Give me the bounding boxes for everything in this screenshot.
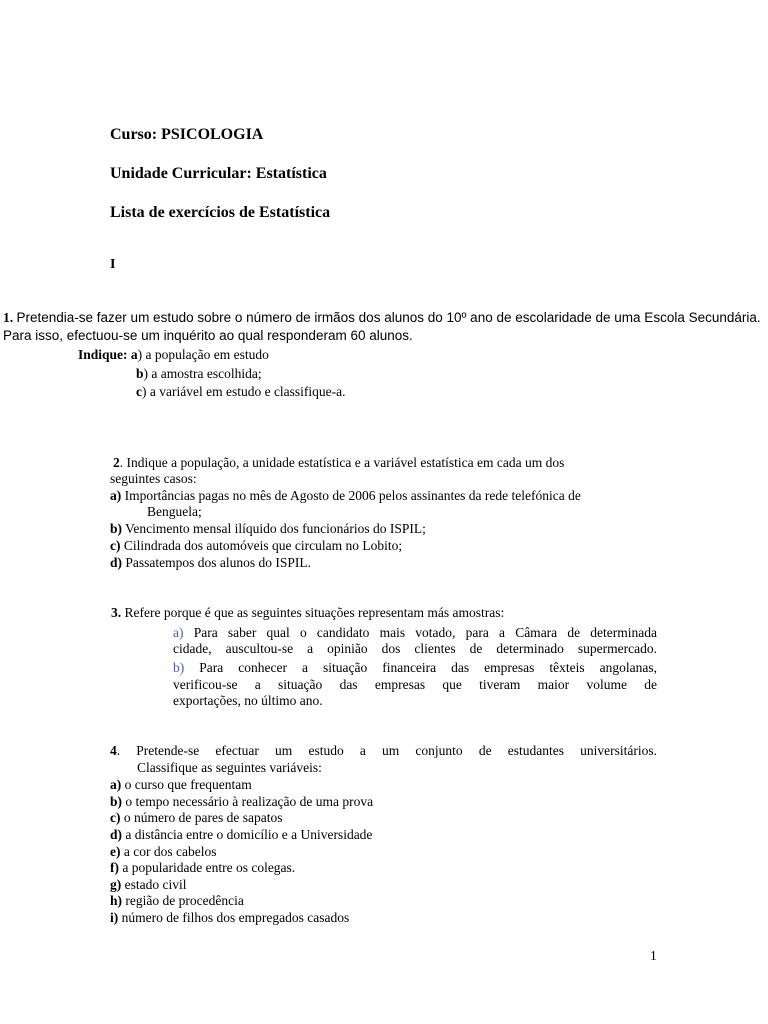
question-4-item-d xyxy=(110,827,372,844)
item-label: g) xyxy=(110,877,122,892)
course-title: Curso: PSICOLOGIA xyxy=(110,126,264,143)
question-4-item-h xyxy=(110,893,244,910)
question-1-item-c xyxy=(136,384,346,401)
item-text: Para conhecer a situação financeira das empresas têxteis angolanas, xyxy=(199,660,657,675)
item-label: i) xyxy=(110,910,119,925)
question-4-item-f xyxy=(110,860,295,877)
item-label: c) xyxy=(110,810,121,825)
item-text: a cor dos cabelos xyxy=(123,844,217,859)
item-text: Passatempos dos alunos do ISPIL. xyxy=(125,555,312,570)
item-text: o tempo necessário à realização de uma prova xyxy=(125,794,374,809)
item-label: e) xyxy=(110,844,121,859)
question-4-item-g xyxy=(110,877,186,894)
item-text: a distância entre o domicílio e a Universidade xyxy=(125,827,373,842)
question-2-item-d xyxy=(110,555,311,572)
question-4-intro-1 xyxy=(110,743,657,760)
indique-label: Indique: xyxy=(78,347,128,362)
question-2-item-b xyxy=(110,521,426,538)
question-1-line-2: Para isso, efectuou-se um inquérito ao qual responderam 60 alunos. xyxy=(3,328,413,343)
item-text: Vencimento mensal ilíquido dos funcionários do ISPIL; xyxy=(125,521,426,536)
question-2-item-c xyxy=(110,538,402,555)
unit-title: Unidade Curricular: Estatística xyxy=(110,165,327,182)
question-4-intro-2: Classifique as seguintes variáveis: xyxy=(137,760,322,775)
question-3-item-b-line-2: verificou-se a situação das empresas que tiveram maior volume de xyxy=(173,677,657,692)
item-text: ) a variável em estudo e classifique-a. xyxy=(142,384,346,399)
item-text: estado civil xyxy=(124,877,187,892)
item-label: a) xyxy=(110,488,122,503)
item-label: h) xyxy=(110,893,123,908)
item-text: a popularidade entre os colegas. xyxy=(122,860,296,875)
list-title: Lista de exercícios de Estatística xyxy=(110,204,331,221)
question-4-number: 4 xyxy=(110,743,117,758)
item-label: c xyxy=(136,384,142,399)
question-4-item-e xyxy=(110,844,216,861)
question-1-item-b xyxy=(136,366,262,383)
section-heading: I xyxy=(110,257,116,272)
question-4-item-a xyxy=(110,777,252,794)
question-2-item-a xyxy=(110,488,581,505)
item-text: região de procedência xyxy=(125,893,244,908)
item-label: b) xyxy=(110,521,123,536)
item-text: o número de pares de sapatos xyxy=(123,810,283,825)
item-text: número de filhos dos empregados casados xyxy=(121,910,350,925)
question-1-number: 1. xyxy=(3,310,14,325)
question-2-text-1: . Indique a população, a unidade estatística e a variável estatística em cada um dos xyxy=(119,455,565,470)
question-3-item-b-line-1 xyxy=(173,660,657,677)
item-label: b) xyxy=(173,660,185,675)
item-label: a) xyxy=(173,625,184,640)
item-label: d) xyxy=(110,827,123,842)
question-2-intro-2: seguintes casos: xyxy=(110,471,197,486)
item-text: Para saber qual o candidato mais votado, para a Câmara de determinada xyxy=(193,625,658,640)
question-2-item-a-continued: Benguela; xyxy=(147,504,202,519)
question-3-text: Refere porque é que as seguintes situações representam más amostras: xyxy=(124,605,505,620)
question-1-line-1 xyxy=(3,310,761,327)
item-label: f) xyxy=(110,860,119,875)
question-3-item-b-line-3: exportações, no último ano. xyxy=(173,693,323,708)
item-text: Cilindrada dos automóveis que circulam no Lobito; xyxy=(123,538,403,553)
item-text: ) a amostra escolhida; xyxy=(143,366,262,381)
question-1-item-a xyxy=(78,347,269,364)
item-text: ) a população em estudo xyxy=(137,347,269,362)
item-text: Importâncias pagas no mês de Agosto de 2006 pelos assinantes da rede telefónica de xyxy=(124,488,581,503)
question-2-intro-1 xyxy=(113,455,564,472)
item-label: a) xyxy=(110,777,122,792)
question-4-item-b xyxy=(110,794,373,811)
item-label: b) xyxy=(110,794,123,809)
question-4-item-c xyxy=(110,810,282,827)
question-2-number: 2 xyxy=(113,455,120,470)
page-number: 1 xyxy=(650,948,657,963)
item-label: b xyxy=(136,366,144,381)
question-3-item-a-line-1 xyxy=(173,625,657,642)
question-4-text-1: . Pretende-se efectuar um estudo a um conjunto de estudantes universitários. xyxy=(116,743,657,758)
item-label: a xyxy=(130,347,138,362)
question-3-intro xyxy=(111,605,504,622)
question-1-text-1: Pretendia-se fazer um estudo sobre o número de irmãos dos alunos do 10º ano de escolaridade de uma Escola Secundária. xyxy=(16,310,761,325)
item-label: d) xyxy=(110,555,123,570)
question-3-item-a-line-2: cidade, auscultou-se a opinião dos clientes de determinado supermercado. xyxy=(173,641,657,656)
question-4-item-i xyxy=(110,910,349,927)
question-3-number: 3. xyxy=(111,605,122,620)
item-text: o curso que frequentam xyxy=(124,777,252,792)
item-label: c) xyxy=(110,538,121,553)
